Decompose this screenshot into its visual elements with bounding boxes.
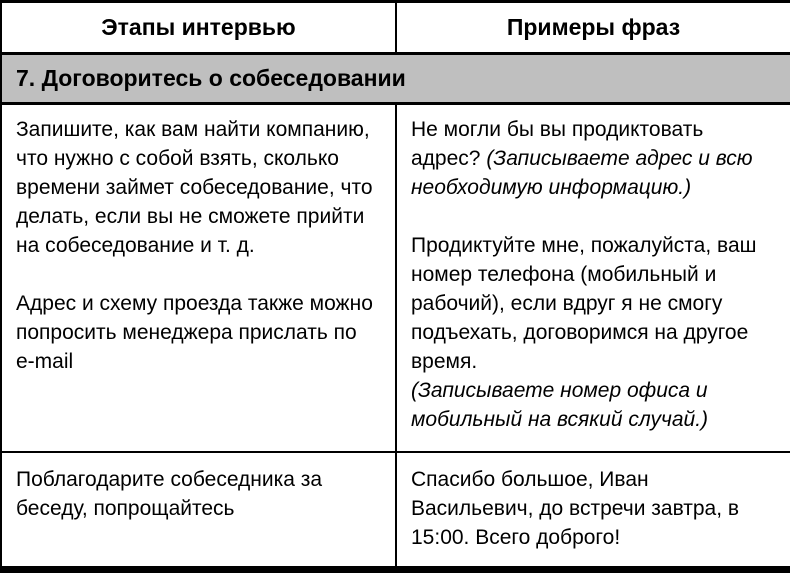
stage-paragraph-1: Запишите, как вам найти компанию, что нужно с собой взять, сколько времени займет собеседование, что делать, если вы не сможете прийти на собеседование и т. д. xyxy=(16,118,373,257)
phrase-paragraph-2 xyxy=(411,231,776,434)
phrase-1-text: Не могли бы вы продиктовать адрес? xyxy=(411,118,704,170)
section-header-row xyxy=(1,54,790,104)
phrase-2-note: (Записываете номер офиса и мобильный на всякий случай.) xyxy=(411,379,709,431)
closing-phrases-text: Спасибо большое, Иван Васильевич, до встречи завтра, в 15:00. Всего доброго! xyxy=(411,467,740,549)
table-row-step-details xyxy=(1,104,790,452)
table-header-row xyxy=(1,2,790,54)
stage-cell xyxy=(1,104,396,452)
phrases-cell xyxy=(396,104,790,452)
table-row-closing xyxy=(1,452,790,570)
stage-paragraph-2: Адрес и схему проезда также можно попросить менеджера прислать по e-mail xyxy=(16,292,373,373)
column-header-stages: Этапы интервью xyxy=(1,2,396,54)
closing-stage-cell xyxy=(1,452,396,570)
column-header-phrases: Примеры фраз xyxy=(396,2,790,54)
section-title: 7. Договоритесь о собеседовании xyxy=(1,54,790,104)
closing-phrases-cell xyxy=(396,452,790,570)
closing-stage-text: Поблагодарите собеседника за беседу, попрощайтесь xyxy=(16,467,323,520)
phrase-1-note: (Записываете адрес и всю необходимую информацию.) xyxy=(411,147,753,199)
phrase-2-text: Продиктуйте мне, пожалуйста, ваш номер телефона (мобильный и рабочий), если вдруг я не смогу подъехать, договоримся на другое время. xyxy=(411,234,757,373)
phrase-paragraph-1 xyxy=(411,115,776,202)
